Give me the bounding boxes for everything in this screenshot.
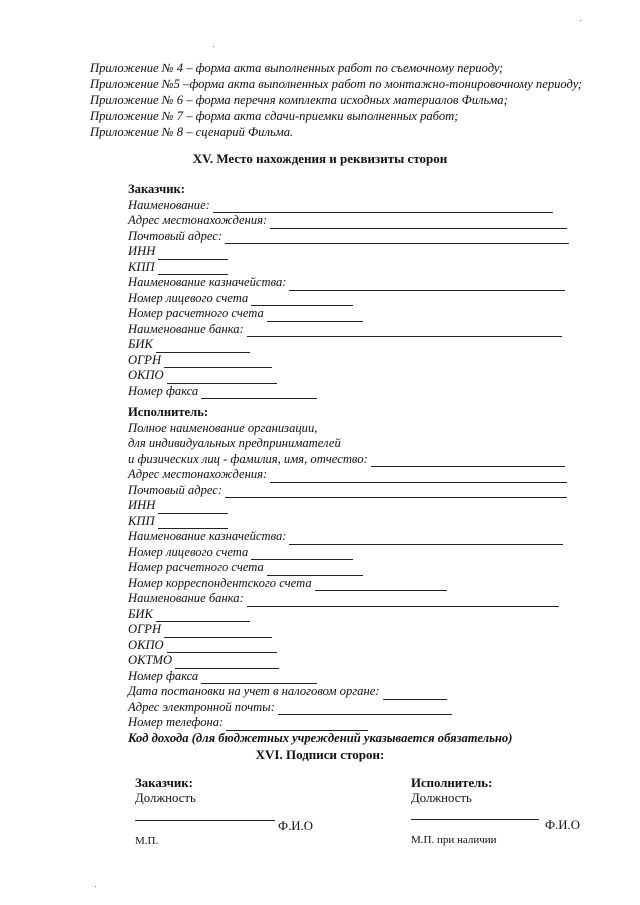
customer-position-label: Должность [135,791,196,805]
contractor-field-ogrn: ОГРН [128,622,588,638]
contractor-title: Исполнитель: [128,405,209,419]
customer-signature-line [135,820,275,821]
contractor-field-phone: Номер телефона: [128,715,588,731]
customer-signature-block [135,776,196,806]
customer-field-okpo: ОКПО [128,368,588,384]
blank-line [267,564,363,576]
appendix-item: Приложение № 8 – сценарий Фильма. [90,125,294,139]
customer-field-settlement-account: Номер расчетного счета [128,306,588,322]
blank-line [247,595,559,607]
blank-line [226,719,368,731]
blank-line [315,579,447,591]
contractor-stamp-label: М.П. при наличии [411,834,497,846]
contractor-field-oktmo: ОКТМО [128,653,588,669]
customer-field-fax: Номер факса [128,384,588,400]
blank-line [289,279,565,291]
contractor-field-treasury: Наименование казначейства: [128,529,588,545]
section-15-title: XV. Место нахождения и реквизиты сторон [192,151,448,166]
blank-line [164,356,272,368]
contractor-field-inn: ИНН [128,498,588,514]
customer-field-bank: Наименование банка: [128,322,588,338]
scan-speck [95,886,96,887]
customer-field-name: Наименование: [128,198,588,214]
contractor-field-personal-account: Номер лицевого счета [128,545,588,561]
blank-line [225,232,569,244]
blank-line [167,641,277,653]
contractor-field-okpo: ОКПО [128,638,588,654]
blank-line [251,294,353,306]
contractor-fio-label: Ф.И.О [545,818,580,832]
blank-line [158,248,228,260]
contractor-signature-block [411,776,492,806]
blank-line [156,341,250,353]
blank-line [158,502,228,514]
contractor-position-label: Должность [411,791,472,805]
blank-line [270,217,567,229]
customer-stamp-label: М.П. [135,835,159,847]
scan-speck [580,20,581,21]
income-code-note: Код дохода (для бюджетных учреждений указывается обязательно) [128,730,513,745]
blank-line [251,548,353,560]
customer-details [128,182,588,399]
customer-signature-title: Заказчик: [135,776,193,790]
appendix-list [90,60,582,140]
blank-line [267,310,363,322]
customer-field-postal: Почтовый адрес: [128,229,588,245]
contractor-signature-line [411,819,539,820]
blank-line [201,672,317,684]
blank-line [278,703,452,715]
contractor-field-address: Адрес местонахождения: [128,467,588,483]
blank-line [225,486,567,498]
blank-line [158,263,228,275]
customer-field-treasury: Наименование казначейства: [128,275,588,291]
blank-line [201,387,317,399]
appendix-item: Приложение № 6 – форма перечня комплекта исходных материалов Фильма; [90,93,508,107]
customer-field-kpp: КПП [128,260,588,276]
appendix-item: Приложение № 4 – форма акта выполненных работ по съемочному периоду; [90,61,504,75]
contractor-field-corr-account: Номер корреспондентского счета [128,576,588,592]
contractor-name-line: Полное наименование организации, [128,420,318,435]
blank-line [270,471,567,483]
contractor-field-bank: Наименование банка: [128,591,588,607]
customer-title: Заказчик: [128,182,185,196]
contractor-field-email: Адрес электронной почты: [128,700,588,716]
appendix-item: Приложение №5 –форма акта выполненных работ по монтажно-тонировочному периоду; [90,77,583,91]
blank-line [167,372,277,384]
blank-line [156,610,250,622]
contractor-field-fax: Номер факса [128,669,588,685]
customer-field-ogrn: ОГРН [128,353,588,369]
contractor-field-kpp: КПП [128,514,588,530]
section-16-title: XVI. Подписи сторон: [255,747,385,762]
blank-line [247,325,562,337]
customer-field-inn: ИНН [128,244,588,260]
contractor-signature-title: Исполнитель: [411,776,493,790]
contractor-field-full-name: и физических лиц - фамилия, имя, отчество: [128,452,588,468]
blank-line [158,517,228,529]
appendix-item: Приложение № 7 – форма акта сдачи-приемки выполненных работ; [90,109,459,123]
contractor-field-tax-registration: Дата постановки на учет в налоговом органе: [128,684,588,700]
blank-line [175,657,279,669]
customer-field-bik: БИК [128,337,588,353]
contractor-field-bik: БИК [128,607,588,623]
blank-line [289,533,563,545]
scan-speck [213,46,214,47]
contractor-details [128,405,588,746]
customer-fio-label: Ф.И.О [278,819,313,833]
contractor-field-postal: Почтовый адрес: [128,483,588,499]
contractor-name-line: для индивидуальных предпринимателей [128,436,341,450]
blank-line [371,455,565,467]
customer-field-address: Адрес местонахождения: [128,213,588,229]
blank-line [213,201,553,213]
contractor-field-settlement-account: Номер расчетного счета [128,560,588,576]
customer-field-personal-account: Номер лицевого счета [128,291,588,307]
blank-line [164,626,272,638]
blank-line [383,688,447,700]
